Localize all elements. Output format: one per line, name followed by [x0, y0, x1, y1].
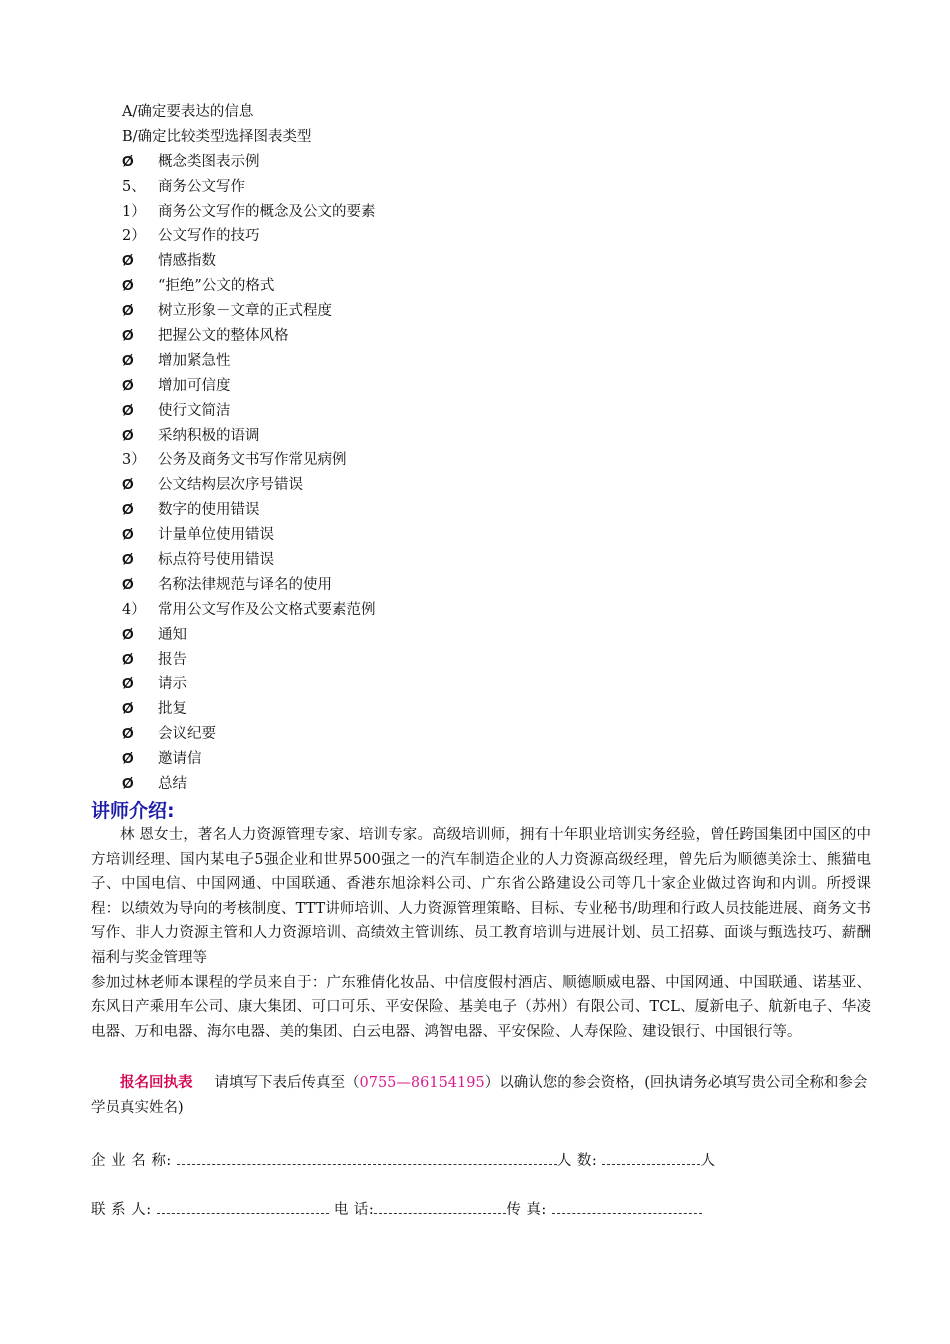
headcount-field[interactable] — [602, 1154, 700, 1165]
bullet-icon: Ø — [122, 426, 134, 444]
outline-text: 增加可信度 — [158, 377, 231, 394]
bio-paragraph: 林 恩女士，著名人力资源管理专家、培训专家。高级培训师，拥有十年职业培训实务经验，曾任跨国集团中国区的中方培训经理、国内某电子5强企业和世界500强之一的汽车制造企业的人力资源高级经理，曾先后为顺德美涂士、熊猫电子、中国电信、中国网通、中国联通、香港东旭涂料公司、广东省公路建设公司等几十家企业做过咨询和内训。所授课程：以绩效为导向的考核制度、TTT讲师培训、人力资源管理策略、目标、专业秘书/助理和行政人员技能进展、商务文书写作、非人力资源主管和人力资源培训、高绩效主管训练、员工教育培训与进展计划、员工招募、面谈与甄选技巧、薪酬福利与奖金管理等 — [91, 827, 871, 966]
bullet-icon: Ø — [122, 775, 134, 793]
fax-number: 0755—86154195 — [359, 1075, 485, 1091]
headcount-label: 人 数: — [556, 1153, 598, 1169]
instructor-heading: 讲师介绍: — [91, 800, 175, 822]
outline-text: 常用公文写作及公文格式要素范例 — [158, 601, 376, 618]
outline-text: 通知 — [158, 626, 187, 643]
bullet-icon: Ø — [122, 476, 134, 494]
fax-label: 传 真: — [506, 1202, 547, 1218]
outline-text: 情感指数 — [158, 253, 216, 270]
contact-label: 联 系 人: — [91, 1202, 152, 1218]
bullet-icon: Ø — [122, 351, 134, 369]
outline-text: 使行文简洁 — [158, 402, 231, 419]
bullet-icon: Ø — [122, 750, 134, 768]
outline-text: 公文结构层次序号错误 — [158, 477, 303, 494]
bullet-icon: Ø — [122, 401, 134, 419]
instructor-bio — [91, 823, 871, 1044]
outline-text: 名称法律规范与译名的使用 — [158, 576, 332, 593]
outline-number: 1） — [122, 203, 146, 220]
outline-text: 会议纪要 — [158, 726, 216, 743]
outline-text: A/确定要表达的信息 — [122, 104, 254, 120]
bullet-icon: Ø — [122, 725, 134, 743]
registration-title: 报名回执表 — [120, 1074, 193, 1091]
bullet-icon: Ø — [122, 277, 134, 295]
company-name-field[interactable] — [177, 1154, 557, 1165]
headcount-unit: 人 — [700, 1153, 716, 1169]
bullet-icon: Ø — [122, 575, 134, 593]
outline-text: 树立形象－文章的正式程度 — [158, 303, 332, 320]
phone-label: 电 话: — [333, 1202, 375, 1218]
company-name-label: 企 业 名 称: — [91, 1153, 172, 1169]
outline-text: 公务及商务文书写作常见病例 — [158, 452, 347, 469]
outline-text: 请示 — [158, 676, 187, 693]
outline-number: 3） — [122, 452, 146, 469]
bullet-icon: Ø — [122, 625, 134, 643]
bullet-icon: Ø — [122, 551, 134, 569]
outline-text: 标点符号使用错误 — [158, 552, 274, 569]
outline-text: 增加紧急性 — [158, 352, 231, 369]
contact-field[interactable] — [157, 1203, 329, 1214]
outline-text: 商务公文写作的概念及公文的要素 — [158, 203, 376, 220]
outline-text: 邀请信 — [158, 751, 202, 768]
bullet-icon: Ø — [122, 302, 134, 320]
outline-number: 5、 — [122, 178, 146, 195]
outline-text: 批复 — [158, 701, 187, 718]
bullet-icon: Ø — [122, 700, 134, 718]
outline-text: 商务公文写作 — [158, 178, 245, 195]
bullet-icon: Ø — [122, 650, 134, 668]
bullet-icon: Ø — [122, 675, 134, 693]
phone-field[interactable] — [374, 1203, 506, 1214]
registration-instruction-tail: ）以确认您的参会资格，(回执请务必填写贵公司全称和参会学员真实姓名) — [91, 1075, 868, 1116]
outline-text: 把握公文的整体风格 — [158, 328, 289, 345]
bullet-icon: Ø — [122, 376, 134, 394]
outline-text: 总结 — [158, 776, 187, 793]
bullet-icon: Ø — [122, 252, 134, 270]
outline-text: 报告 — [158, 651, 187, 668]
bullet-icon: Ø — [122, 152, 134, 170]
form-row-contact — [91, 1198, 702, 1219]
outline-text: 计量单位使用错误 — [158, 527, 274, 544]
bio-paragraph-clients: 参加过林老师本课程的学员来自于：广东雅倩化妆品、中信度假村酒店、顺德顺威电器、中国网通、中国联通、诺基亚、东风日产乘用车公司、康大集团、可口可乐、平安保险、基美电子（苏州）有限公司、TCL、厦新电子、航新电子、华凌电器、万和电器、海尔电器、美的集团、白云电器、鸿智电器、平安保险、人寿保险、建设银行、中国银行等。 — [91, 974, 871, 1040]
bullet-icon: Ø — [122, 327, 134, 345]
outline-number: 4） — [122, 601, 146, 618]
outline-text: B/确定比较类型选择图表类型 — [122, 128, 312, 145]
outline-number: 2） — [122, 228, 146, 245]
bullet-icon: Ø — [122, 526, 134, 544]
registration-instruction: 请填写下表后传真至（ — [214, 1075, 360, 1091]
outline-text: 概念类图表示例 — [158, 153, 260, 170]
bullet-icon: Ø — [122, 501, 134, 519]
outline-text: 数字的使用错误 — [158, 502, 260, 519]
registration-note — [91, 1071, 871, 1120]
outline-text: 公文写作的技巧 — [158, 228, 260, 245]
outline-text: 采纳积极的语调 — [158, 427, 260, 444]
form-row-company — [91, 1149, 715, 1170]
outline-text: “拒绝”公文的格式 — [158, 278, 275, 295]
fax-field[interactable] — [552, 1203, 702, 1214]
